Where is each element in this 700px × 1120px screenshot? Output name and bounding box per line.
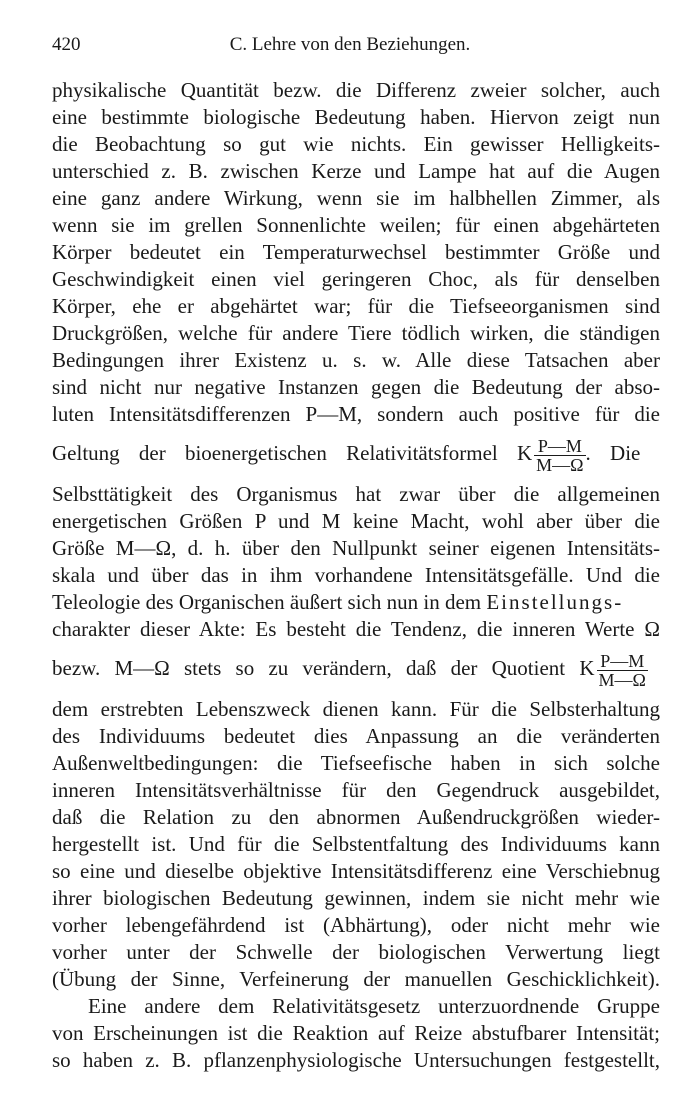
text-line: skala und über das in ihm vorhandene Intensitätsgefälle. Und die — [52, 563, 660, 587]
text-line: des Individuums bedeutet dies Anpassung an die veränderten — [52, 724, 660, 748]
formula-text-before: bezw. M—Ω stets so zu verändern, daß der Quotient K — [52, 656, 595, 680]
fraction-numerator: P—M — [597, 652, 648, 671]
text-line-spaced — [52, 588, 660, 616]
text-line: Geschwindigkeit einen viel geringeren Choc, als für denselben — [52, 267, 660, 291]
text-line: energetischen Größen P und M keine Macht, wohl aber über die — [52, 509, 660, 533]
text-line: vorher lebengefährdend ist (Abhärtung), oder nicht mehr wie — [52, 913, 660, 937]
text-line: charakter dieser Akte: Es besteht die Tendenz, die inneren Werte Ω — [52, 617, 660, 641]
text-line: Körper, ehe er abgehärtet war; für die Tiefseeorganismen sind — [52, 294, 660, 318]
text-line: von Erscheinungen ist die Reaktion auf Reize abstufbarer Intensität; — [52, 1021, 660, 1045]
text-line: so eine und dieselbe objektive Intensitätsdifferenz eine Verschiebnug — [52, 859, 660, 883]
text-line: (Übung der Sinne, Verfeinerung der manuellen Geschicklichkeit). — [52, 967, 660, 991]
text-line: dem erstrebten Lebenszweck dienen kann. Für die Selbsterhaltung — [52, 697, 660, 721]
relativity-fraction — [534, 437, 585, 474]
text-before-spaced: Teleologie des Organischen äußert sich nun in dem — [52, 590, 487, 614]
text-line: sind nicht nur negative Instanzen gegen die Bedeutung der abso- — [52, 375, 660, 399]
text-line: Außenweltbedingungen: die Tiefseefische haben in sich solche — [52, 751, 660, 775]
text-line: ihrer biologischen Bedeutung gewinnen, indem sie nicht mehr wie — [52, 886, 660, 910]
text-line: hergestellt ist. Und für die Selbstentfaltung des Individuums kann — [52, 832, 660, 856]
text-line-indented: Eine andere dem Relativitätsgesetz unterzuordnende Gruppe — [88, 994, 660, 1018]
fraction-denominator: M—Ω — [536, 454, 584, 475]
text-line: Selbsttätigkeit des Organismus hat zwar über die allgemeinen — [52, 482, 660, 506]
running-head: C. Lehre von den Beziehungen. — [229, 34, 471, 55]
text-line: Körper bedeutet ein Temperaturwechsel bestimmter Größe und — [52, 240, 660, 264]
spaced-term: Einstellungs- — [486, 590, 624, 614]
text-line: physikalische Quantität bezw. die Differenz zweier solcher, auch — [52, 78, 660, 102]
fraction-denominator: M—Ω — [598, 669, 646, 690]
page-number: 420 — [52, 34, 81, 55]
text-line: so haben z. B. pflanzenphysiologische Untersuchungen festgestellt, — [52, 1048, 660, 1072]
text-line: inneren Intensitätsverhältnisse für den Gegendruck ausgebildet, — [52, 778, 660, 802]
formula-line — [52, 428, 660, 478]
text-line: unterschied z. B. zwischen Kerze und Lampe hat auf die Augen — [52, 159, 660, 183]
text-line: Bedingungen ihrer Existenz u. s. w. Alle diese Tatsachen aber — [52, 348, 660, 372]
fraction-numerator: P—M — [534, 437, 585, 456]
quotient-fraction — [597, 652, 648, 689]
formula-text-after: . Die — [585, 441, 641, 465]
formula-line — [52, 643, 660, 693]
text-line: Größe M—Ω, d. h. über den Nullpunkt seiner eigenen Intensitäts- — [52, 536, 660, 560]
text-line: luten Intensitätsdifferenzen P—M, sondern auch positive für die — [52, 402, 660, 426]
text-line: Druckgrößen, welche für andere Tiere tödlich wirken, die ständigen — [52, 321, 660, 345]
text-line: die Beobachtung so gut wie nichts. Ein gewisser Helligkeits- — [52, 132, 660, 156]
text-line: eine bestimmte biologische Bedeutung haben. Hiervon zeigt nun — [52, 105, 660, 129]
text-line: vorher unter der Schwelle der biologischen Verwertung liegt — [52, 940, 660, 964]
formula-text-before: Geltung der bioenergetischen Relativitätsformel K — [52, 441, 533, 465]
text-line: wenn sie im grellen Sonnenlichte weilen; für einen abgehärteten — [52, 213, 660, 237]
text-line: eine ganz andere Wirkung, wenn sie im halbhellen Zimmer, als — [52, 186, 660, 210]
text-line: daß die Relation zu den abnormen Außendruckgrößen wieder- — [52, 805, 660, 829]
